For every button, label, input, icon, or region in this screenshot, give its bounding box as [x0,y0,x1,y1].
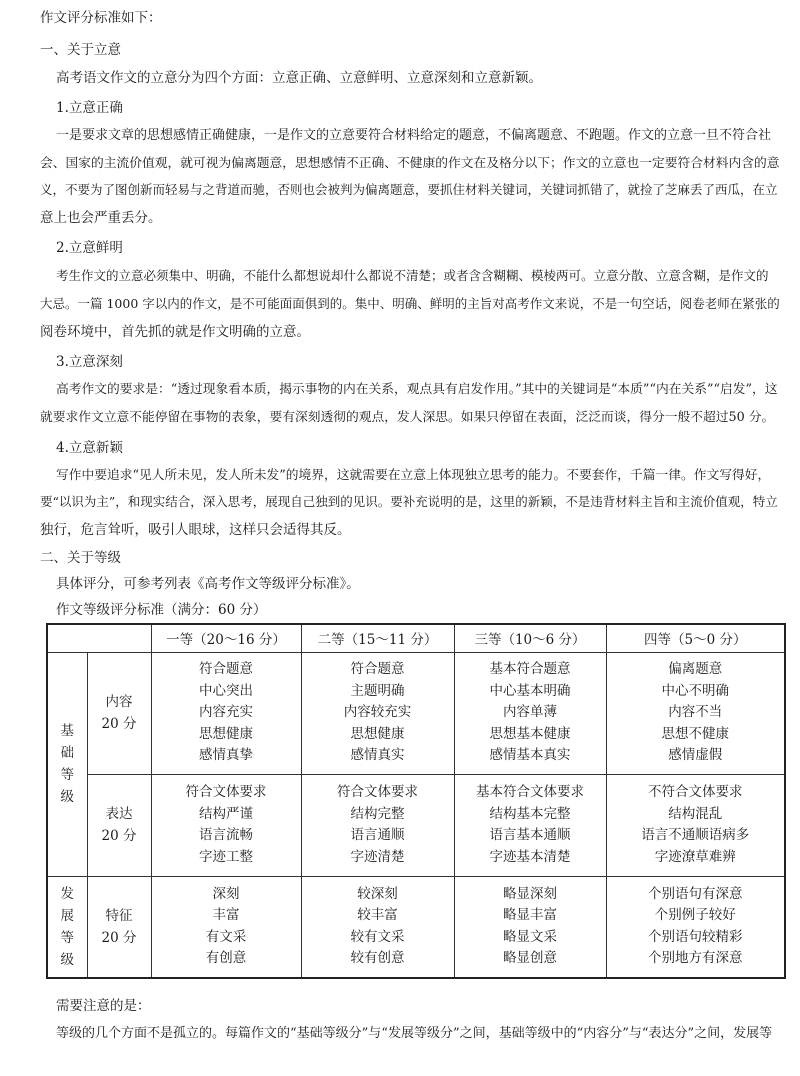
note-line: 等级的几个方面不是孤立的。每篇作文的“基础等级分”与“发展等级分”之间，基础等级中的“内容分”与“表达分”之间，发展等 [56,1026,773,1041]
header-grade-1: 一等（20～16 分） [151,624,301,652]
point-4-line: 写作中要追求“见人所未见，发人所未发”的境界，这就需要在立意上体现独立思考的能力。不要套作，千篇一律。作文写得好， [56,468,771,483]
point-2-line: 大忌。一篇 1000 字以内的作文，是不可能面面俱到的。集中、明确、鲜明的主旨对高考作文来说，不是一句空话，阅卷老师在紧张的 [40,296,780,311]
cell-feature-grade-4: 个别语句有深意 个别例子较好 个别语句较精彩 个别地方有深意 [606,876,785,978]
row-label-expression: 表达 20 分 [87,774,151,876]
header-grade-3: 三等（10～6 分） [454,624,606,652]
cell-feature-grade-3: 略显深刻 略显丰富 略显文采 略显创意 [454,876,606,978]
note-heading: 需要注意的是： [56,998,151,1014]
point-3-line: 就要求作文立意不能停留在事物的表象，要有深刻透彻的观点，发人深思。如果只停留在表面，泛泛而谈，得分一般不超过50 分。 [40,410,775,425]
point-1-line: 一是要求文章的思想感情正确健康，一是作文的立意要符合材料给定的题意，不偏离题意、不跑题。作文的立意一旦不符合社 [56,128,772,143]
grading-table [46,623,786,979]
cell-expression-grade-3: 基本符合文体要求 结构基本完整 语言基本通顺 字迹基本清楚 [454,774,606,876]
point-2-line: 阅卷环境中，首先抓的就是作文明确的立意。 [40,324,310,340]
table-row-feature [47,876,785,978]
cell-content-grade-1: 符合题意 中心突出 内容充实 思想健康 感情真挚 [151,652,301,774]
section-2-text: 具体评分，可参考列表《高考作文等级评分标准》。 [56,576,360,592]
header-grade-4: 四等（5～0 分） [606,624,785,652]
row-label-content: 内容 20 分 [87,652,151,774]
point-2-heading: 2.立意鲜明 [56,240,123,256]
group-label-development: 发 展 等 级 [47,876,87,978]
section-2-heading: 二、关于等级 [40,550,121,566]
group-label-basic: 基 础 等 级 [47,652,87,876]
cell-content-grade-2: 符合题意 主题明确 内容较充实 思想健康 感情真实 [301,652,454,774]
header-corner [47,624,151,652]
cell-expression-grade-4: 不符合文体要求 结构混乱 语言不通顺语病多 字迹潦草难辨 [606,774,785,876]
header-grade-2: 二等（15～11 分） [301,624,454,652]
point-4-heading: 4.立意新颖 [56,440,123,456]
cell-content-grade-3: 基本符合题意 中心基本明确 内容单薄 思想基本健康 感情基本真实 [454,652,606,774]
table-title: 作文等级评分标准（满分：60 分） [56,602,267,618]
section-1-heading: 一、关于立意 [40,42,121,58]
cell-expression-grade-2: 符合文体要求 结构完整 语言通顺 字迹清楚 [301,774,454,876]
point-3-heading: 3.立意深刻 [56,354,123,370]
point-4-line: 要“以识为主”，和现实结合，深入思考，展现自己独到的见识。要补充说明的是，这里的新颖，不是违背材料主旨和主流价值观，特立 [40,494,778,509]
point-3-line: 高考作文的要求是：“透过现象看本质，揭示事物的内在关系，观点具有启发作用。”其中的关键词是“本质”“内在关系”“启发”，这 [56,382,778,397]
section-1-summary: 高考语文作文的立意分为四个方面：立意正确、立意鲜明、立意深刻和立意新颖。 [56,70,542,86]
table-header-row [47,624,785,652]
point-1-heading: 1.立意正确 [56,100,123,116]
cell-feature-grade-2: 较深刻 较丰富 较有文采 较有创意 [301,876,454,978]
point-1-line: 义，不要为了图创新而轻易与之背道而驰，否则也会被判为偏离题意，要抓住材料关键词，关键词抓错了，就捡了芝麻丢了西瓜，在立 [40,182,778,197]
cell-content-grade-4: 偏离题意 中心不明确 内容不当 思想不健康 感情虚假 [606,652,785,774]
table-row-expression [47,774,785,876]
cell-expression-grade-1: 符合文体要求 结构严谨 语言流畅 字迹工整 [151,774,301,876]
point-1-line: 意上也会严重丢分。 [40,210,162,226]
intro-line: 作文评分标准如下： [40,10,162,26]
point-1-line: 会、国家的主流价值观，就可视为偏离题意，思想感情不正确、不健康的作文在及格分以下；作文的立意也一定要符合材料内含的意 [40,156,780,171]
row-label-feature: 特征 20 分 [87,876,151,978]
point-4-line: 独行，危言耸听，吸引人眼球，这样只会适得其反。 [40,522,351,538]
table-row-content [47,652,785,774]
point-2-line: 考生作文的立意必须集中、明确，不能什么都想说却什么都说不清楚；或者含含糊糊、模棱两可。立意分散、立意含糊，是作文的 [56,268,769,283]
cell-feature-grade-1: 深刻 丰富 有文采 有创意 [151,876,301,978]
